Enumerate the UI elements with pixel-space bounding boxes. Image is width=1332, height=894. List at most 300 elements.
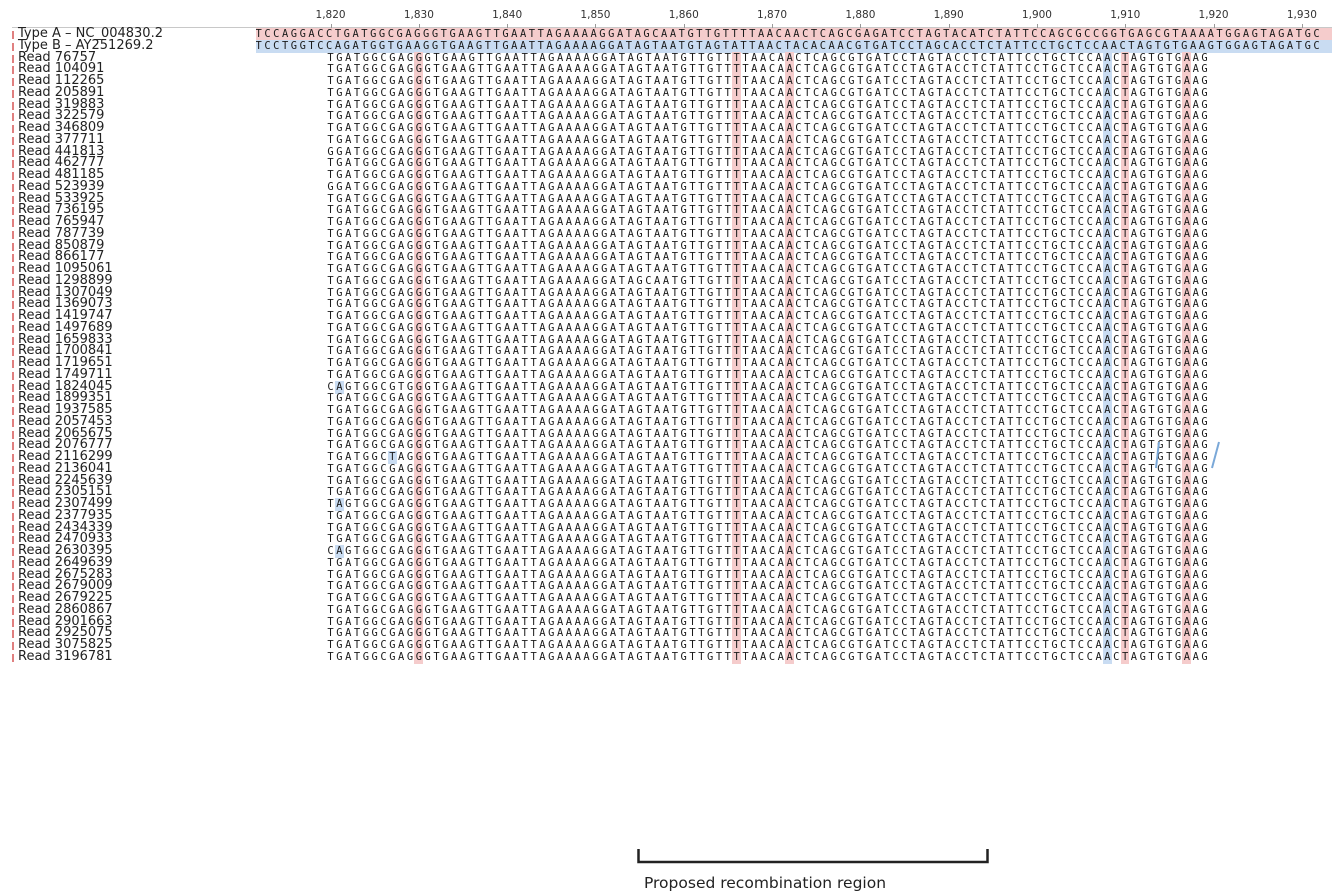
base: T xyxy=(353,110,361,123)
base: T xyxy=(671,404,678,416)
base: T xyxy=(698,357,705,369)
base: T xyxy=(477,192,484,205)
base: C xyxy=(1024,427,1032,440)
base: A xyxy=(918,404,926,416)
base: A xyxy=(654,392,661,405)
base: G xyxy=(1157,392,1164,405)
base: T xyxy=(486,75,493,87)
base: A xyxy=(1130,486,1138,499)
base: A xyxy=(539,122,546,134)
sequence-name: Read 2136041 xyxy=(18,460,113,476)
base: T xyxy=(1121,486,1129,499)
base: C xyxy=(1113,286,1120,299)
base: G xyxy=(468,462,475,475)
base: G xyxy=(424,545,431,557)
base: T xyxy=(521,51,528,64)
base: T xyxy=(645,98,652,111)
base: T xyxy=(715,75,723,87)
base: G xyxy=(389,545,396,557)
base: T xyxy=(971,474,979,487)
base: T xyxy=(698,98,705,111)
base: T xyxy=(989,368,996,381)
row-marker xyxy=(12,501,14,509)
sequence-name: Read 850879 xyxy=(18,237,105,253)
base: A xyxy=(459,86,467,99)
base: A xyxy=(345,263,352,275)
base: C xyxy=(980,580,987,593)
base: G xyxy=(601,580,608,593)
base: A xyxy=(503,498,511,510)
base: A xyxy=(627,556,634,569)
base: C xyxy=(901,145,908,158)
base: C xyxy=(963,110,970,123)
base: G xyxy=(1139,474,1146,487)
base: T xyxy=(433,251,440,264)
base: G xyxy=(1174,545,1182,557)
base: A xyxy=(503,157,511,170)
base: T xyxy=(742,169,749,181)
base: A xyxy=(751,427,758,440)
row-marker xyxy=(12,513,14,521)
base: T xyxy=(804,122,811,134)
base: G xyxy=(592,415,599,428)
base: A xyxy=(998,592,1005,604)
base: T xyxy=(698,415,705,428)
base: T xyxy=(698,580,705,593)
base: A xyxy=(1104,592,1111,604)
base: T xyxy=(715,568,723,581)
base: A xyxy=(1104,509,1111,522)
base: G xyxy=(636,392,643,405)
base: T xyxy=(477,227,484,240)
base: A xyxy=(759,122,767,134)
base: T xyxy=(1121,227,1129,240)
base: G xyxy=(406,51,414,64)
base: A xyxy=(786,392,793,405)
base: A xyxy=(918,98,926,111)
base: T xyxy=(1016,345,1023,358)
base: G xyxy=(362,592,369,604)
base: G xyxy=(592,180,599,193)
base: G xyxy=(1157,251,1164,264)
base: C xyxy=(1060,63,1067,76)
base: A xyxy=(786,427,793,440)
base: C xyxy=(795,333,802,346)
base: A xyxy=(654,380,661,393)
base: A xyxy=(777,251,784,264)
base: A xyxy=(945,180,952,193)
base: C xyxy=(795,462,802,475)
base: A xyxy=(998,392,1005,405)
base: A xyxy=(1192,98,1199,111)
base: A xyxy=(777,145,784,158)
base: G xyxy=(548,63,555,76)
base: A xyxy=(565,392,573,405)
base: T xyxy=(433,486,440,499)
base: T xyxy=(353,333,361,346)
base: A xyxy=(662,86,670,99)
base: G xyxy=(865,533,873,546)
base: C xyxy=(1077,439,1085,452)
base: G xyxy=(636,157,643,170)
base: G xyxy=(865,486,873,499)
base: G xyxy=(1174,321,1182,334)
base: C xyxy=(380,486,387,499)
base: A xyxy=(503,404,511,416)
base: G xyxy=(371,192,378,205)
base: T xyxy=(715,462,723,475)
base: T xyxy=(724,568,731,581)
base: T xyxy=(804,63,811,76)
base: A xyxy=(918,86,926,99)
base: C xyxy=(839,568,846,581)
base: T xyxy=(353,298,361,311)
base: A xyxy=(821,310,829,322)
base: C xyxy=(768,122,776,134)
base: C xyxy=(839,439,846,452)
base: T xyxy=(530,545,537,557)
base: T xyxy=(1042,227,1049,240)
base: C xyxy=(812,133,820,146)
base: C xyxy=(1033,474,1040,487)
base: G xyxy=(680,556,687,569)
base: C xyxy=(1077,133,1085,146)
base: T xyxy=(857,474,864,487)
base: T xyxy=(857,415,864,428)
base: C xyxy=(380,439,387,452)
base: A xyxy=(1192,145,1199,158)
base: C xyxy=(980,521,987,534)
base: C xyxy=(980,439,987,452)
base: A xyxy=(1183,204,1190,217)
ruler-tick-label: 1,930 xyxy=(1286,9,1317,21)
base: C xyxy=(768,462,776,475)
base: G xyxy=(371,580,378,593)
base: A xyxy=(1130,75,1138,87)
base: G xyxy=(371,427,378,440)
base: A xyxy=(539,169,546,181)
base: A xyxy=(821,274,829,287)
base: T xyxy=(1166,98,1173,111)
base: C xyxy=(1060,239,1067,252)
base: A xyxy=(583,75,590,87)
base: G xyxy=(601,310,608,322)
base: C xyxy=(812,486,820,499)
base: C xyxy=(795,603,802,616)
sequence-name: Read 1307049 xyxy=(18,284,113,300)
base: G xyxy=(1139,133,1146,146)
base: T xyxy=(327,298,334,311)
base: A xyxy=(821,110,829,123)
base: G xyxy=(865,333,873,346)
base: T xyxy=(804,568,811,581)
base: G xyxy=(601,75,608,87)
base: A xyxy=(1095,404,1102,416)
base: G xyxy=(468,556,475,569)
base: T xyxy=(804,216,811,228)
base: G xyxy=(1139,345,1146,358)
base: T xyxy=(327,486,334,499)
base: G xyxy=(468,368,475,381)
base: G xyxy=(415,75,422,87)
base: A xyxy=(759,368,767,381)
base: T xyxy=(477,545,484,557)
base: A xyxy=(1130,509,1138,522)
base: A xyxy=(459,533,467,546)
base: A xyxy=(918,368,926,381)
base: G xyxy=(680,545,687,557)
base: G xyxy=(442,392,449,405)
base: A xyxy=(662,380,670,393)
base: T xyxy=(733,345,740,358)
base: G xyxy=(636,239,643,252)
base: C xyxy=(980,192,987,205)
base: A xyxy=(786,404,793,416)
base: G xyxy=(680,368,687,381)
base: T xyxy=(486,286,493,299)
base: C xyxy=(963,239,970,252)
base: C xyxy=(1024,545,1032,557)
base: A xyxy=(918,486,926,499)
base: A xyxy=(574,169,581,181)
base: A xyxy=(503,110,511,123)
base: A xyxy=(945,98,952,111)
base: T xyxy=(1007,415,1014,428)
base: G xyxy=(389,415,396,428)
base: A xyxy=(1183,110,1190,123)
base: A xyxy=(539,239,546,252)
base: C xyxy=(980,63,987,76)
base: C xyxy=(380,122,387,134)
base: T xyxy=(971,192,979,205)
base: A xyxy=(574,474,581,487)
base: C xyxy=(1033,274,1040,287)
base: T xyxy=(989,474,996,487)
base: A xyxy=(583,204,590,217)
base: A xyxy=(1104,227,1111,240)
base: C xyxy=(795,310,802,322)
base: G xyxy=(927,321,934,334)
base: T xyxy=(971,486,979,499)
base: T xyxy=(936,145,943,158)
base: G xyxy=(442,498,449,510)
base: T xyxy=(715,451,723,463)
base: G xyxy=(1051,451,1058,463)
ruler-tick-label: 1,830 xyxy=(403,9,434,21)
base: G xyxy=(495,157,502,170)
base: A xyxy=(821,239,829,252)
base: G xyxy=(336,274,343,287)
base: A xyxy=(654,580,661,593)
base: G xyxy=(848,286,855,299)
base: A xyxy=(751,392,758,405)
base: G xyxy=(848,98,855,111)
base: G xyxy=(601,333,608,346)
base: G xyxy=(371,404,378,416)
base: T xyxy=(689,63,696,76)
base: G xyxy=(636,521,643,534)
base: T xyxy=(698,509,705,522)
base: G xyxy=(592,533,599,546)
base: A xyxy=(1192,498,1199,510)
base: T xyxy=(715,86,723,99)
base: A xyxy=(777,180,784,193)
base: T xyxy=(724,98,731,111)
base: C xyxy=(1033,192,1040,205)
base: G xyxy=(592,474,599,487)
base: T xyxy=(327,286,334,299)
base: C xyxy=(963,357,970,369)
sequence-name: Read 2076777 xyxy=(18,437,113,453)
base: A xyxy=(662,498,670,510)
base: T xyxy=(724,580,731,593)
base: A xyxy=(398,345,405,358)
base: G xyxy=(442,568,449,581)
base: C xyxy=(963,216,970,228)
base: G xyxy=(415,474,422,487)
base: T xyxy=(521,568,528,581)
base: G xyxy=(415,180,422,193)
base: T xyxy=(1068,157,1076,170)
base: A xyxy=(345,157,352,170)
base: G xyxy=(592,521,599,534)
base: G xyxy=(848,263,855,275)
base: A xyxy=(1130,568,1138,581)
base: T xyxy=(1068,486,1076,499)
base: A xyxy=(459,439,467,452)
base: G xyxy=(1201,568,1208,581)
base: G xyxy=(415,227,422,240)
base: T xyxy=(521,368,528,381)
base: T xyxy=(804,462,811,475)
base: A xyxy=(945,427,952,440)
base: T xyxy=(618,51,625,64)
base: G xyxy=(848,321,855,334)
base: A xyxy=(345,122,352,134)
base: G xyxy=(848,345,855,358)
base: G xyxy=(406,98,414,111)
base: A xyxy=(874,462,882,475)
base: G xyxy=(1139,204,1146,217)
base: G xyxy=(601,98,608,111)
base: C xyxy=(1024,274,1032,287)
base: C xyxy=(1060,415,1067,428)
base: T xyxy=(1016,580,1023,593)
base: C xyxy=(901,603,908,616)
base: C xyxy=(1024,392,1032,405)
base: G xyxy=(848,368,855,381)
base: C xyxy=(1113,263,1120,275)
base: A xyxy=(574,239,581,252)
base: T xyxy=(989,509,996,522)
base: A xyxy=(1104,263,1111,275)
base: T xyxy=(1148,227,1155,240)
base: G xyxy=(389,603,396,616)
base: T xyxy=(1007,227,1014,240)
base: A xyxy=(609,145,617,158)
base: T xyxy=(645,251,652,264)
base: G xyxy=(1139,509,1146,522)
sequence-name: Read 2679225 xyxy=(18,590,113,605)
base: C xyxy=(901,251,908,264)
base: G xyxy=(362,157,369,170)
base: A xyxy=(777,63,784,76)
base: T xyxy=(477,286,484,299)
base: A xyxy=(786,580,793,593)
base: G xyxy=(406,415,414,428)
base: G xyxy=(424,286,431,299)
base: T xyxy=(742,239,749,252)
base: A xyxy=(1095,192,1102,205)
base: T xyxy=(486,86,493,99)
base: G xyxy=(495,133,502,146)
base: G xyxy=(707,145,714,158)
base: T xyxy=(530,298,537,311)
base: G xyxy=(548,145,555,158)
base: C xyxy=(980,333,987,346)
base: G xyxy=(707,98,714,111)
base: A xyxy=(565,427,573,440)
base: C xyxy=(795,157,802,170)
base: T xyxy=(1007,321,1014,334)
base: T xyxy=(910,98,917,111)
base: G xyxy=(865,545,873,557)
base: T xyxy=(521,98,528,111)
base: G xyxy=(1139,498,1146,510)
base: C xyxy=(1024,462,1032,475)
base: T xyxy=(521,169,528,181)
base: G xyxy=(865,98,873,111)
base: A xyxy=(1130,145,1138,158)
base: G xyxy=(1051,75,1058,87)
base: A xyxy=(777,415,784,428)
base: G xyxy=(1139,462,1146,475)
base: T xyxy=(1166,310,1173,322)
base: G xyxy=(636,498,643,510)
base: G xyxy=(415,580,422,593)
base: A xyxy=(1104,239,1111,252)
base: C xyxy=(795,345,802,358)
base: A xyxy=(539,180,546,193)
base: A xyxy=(556,216,564,228)
base: T xyxy=(715,145,723,158)
base: G xyxy=(371,368,378,381)
base: A xyxy=(662,439,670,452)
base: G xyxy=(1157,451,1164,463)
base: C xyxy=(954,86,961,99)
base: A xyxy=(1130,169,1138,181)
base: T xyxy=(1148,169,1155,181)
base: G xyxy=(636,204,643,217)
base: C xyxy=(795,98,802,111)
base: G xyxy=(1201,392,1208,405)
base: A xyxy=(821,592,829,604)
base: A xyxy=(821,86,829,99)
base: A xyxy=(503,51,511,64)
base: C xyxy=(892,63,899,76)
base: C xyxy=(1113,357,1120,369)
base: C xyxy=(795,404,802,416)
base: C xyxy=(839,509,846,522)
base: G xyxy=(680,251,687,264)
base: G xyxy=(1174,474,1182,487)
base: G xyxy=(1174,392,1182,405)
base: G xyxy=(1051,227,1058,240)
base: T xyxy=(1042,345,1049,358)
base: A xyxy=(821,368,829,381)
base: T xyxy=(989,86,996,99)
base: T xyxy=(530,357,537,369)
